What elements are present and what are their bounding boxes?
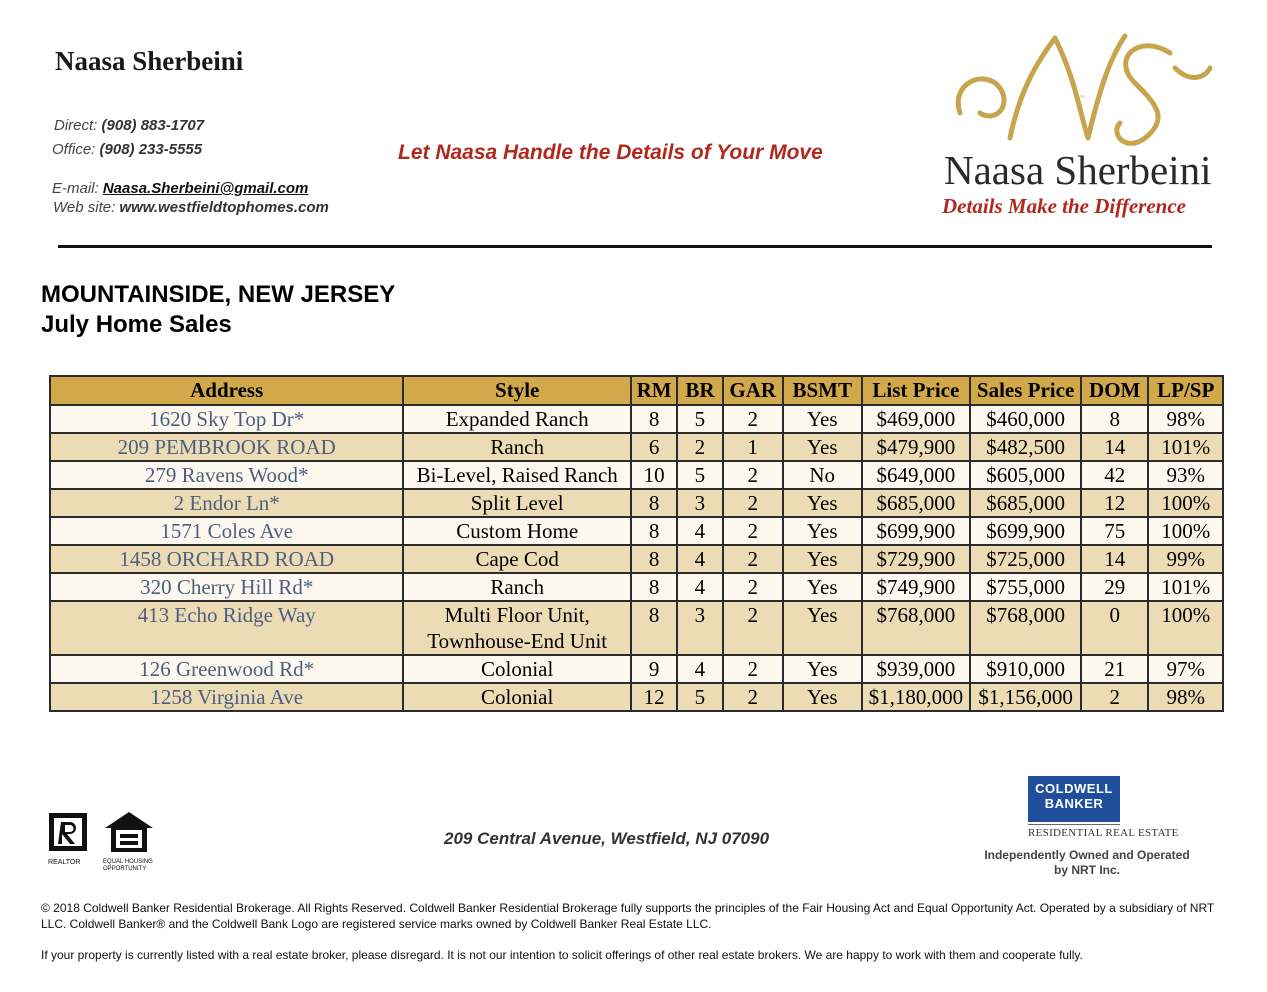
rm-cell: 6	[631, 433, 677, 461]
list-price-cell: $768,000	[862, 601, 971, 655]
gar-cell: 2	[723, 655, 783, 683]
gar-cell: 2	[723, 573, 783, 601]
email	[52, 180, 308, 197]
table-row	[50, 683, 1223, 711]
dom-cell: 8	[1081, 405, 1148, 433]
list-price-cell: $479,900	[862, 433, 971, 461]
rm-cell: 8	[631, 405, 677, 433]
style-cell: Ranch	[403, 433, 631, 461]
br-cell: 4	[677, 545, 722, 573]
table-row	[50, 573, 1223, 601]
rm-cell: 8	[631, 517, 677, 545]
column-header-bsmt: BSMT	[783, 376, 862, 405]
coldwell-banker-logo	[1028, 776, 1120, 822]
address-cell: 1258 Virginia Ave	[50, 683, 403, 711]
equal-housing-label: EQUAL HOUSING OPPORTUNITY	[103, 859, 153, 872]
lp-sp-cell: 100%	[1148, 489, 1223, 517]
rm-cell: 8	[631, 601, 677, 655]
gar-cell: 2	[723, 405, 783, 433]
address-cell: 2 Endor Ln*	[50, 489, 403, 517]
list-price-cell: $749,900	[862, 573, 971, 601]
address-cell: 209 PEMBROOK ROAD	[50, 433, 403, 461]
gar-cell: 2	[723, 461, 783, 489]
lp-sp-cell: 98%	[1148, 683, 1223, 711]
report-title: MOUNTAINSIDE, NEW JERSEY	[41, 281, 396, 308]
list-price-cell: $1,180,000	[862, 683, 971, 711]
style-cell: Expanded Ranch	[403, 405, 631, 433]
bsmt-cell: Yes	[783, 601, 862, 655]
column-header-lp-sp: LP/SP	[1148, 376, 1223, 405]
rm-cell: 8	[631, 489, 677, 517]
br-cell: 5	[677, 683, 722, 711]
table-row	[50, 489, 1223, 517]
column-header-style: Style	[403, 376, 631, 405]
report-subtitle: July Home Sales	[41, 311, 232, 338]
sales-price-cell: $755,000	[970, 573, 1081, 601]
style-cell: Ranch	[403, 573, 631, 601]
sales-price-cell: $1,156,000	[970, 683, 1081, 711]
br-cell: 5	[677, 405, 722, 433]
br-cell: 4	[677, 517, 722, 545]
column-header-gar: GAR	[723, 376, 783, 405]
home-sales-table	[49, 375, 1224, 712]
bsmt-cell: Yes	[783, 433, 862, 461]
list-price-cell: $699,900	[862, 517, 971, 545]
rm-cell: 10	[631, 461, 677, 489]
dom-cell: 21	[1081, 655, 1148, 683]
gar-cell: 2	[723, 545, 783, 573]
br-cell: 3	[677, 601, 722, 655]
bsmt-cell: Yes	[783, 573, 862, 601]
dom-cell: 12	[1081, 489, 1148, 517]
column-header-sales-price: Sales Price	[970, 376, 1081, 405]
realtor-logo	[48, 812, 88, 866]
web-link[interactable]: www.westfieldtophomes.com	[119, 199, 329, 216]
list-price-cell: $939,000	[862, 655, 971, 683]
bsmt-cell: Yes	[783, 405, 862, 433]
sales-price-cell: $725,000	[970, 545, 1081, 573]
rm-cell: 8	[631, 545, 677, 573]
sales-price-cell: $482,500	[970, 433, 1081, 461]
lp-sp-cell: 99%	[1148, 545, 1223, 573]
bsmt-cell: No	[783, 461, 862, 489]
br-cell: 4	[677, 573, 722, 601]
column-header-address: Address	[50, 376, 403, 405]
list-price-cell: $469,000	[862, 405, 971, 433]
gar-cell: 2	[723, 517, 783, 545]
dom-cell: 14	[1081, 433, 1148, 461]
sales-price-cell: $910,000	[970, 655, 1081, 683]
list-price-cell: $729,900	[862, 545, 971, 573]
address-cell: 126 Greenwood Rd*	[50, 655, 403, 683]
table-row	[50, 545, 1223, 573]
br-cell: 4	[677, 655, 722, 683]
realtor-icon	[48, 812, 88, 852]
address-cell: 279 Ravens Wood*	[50, 461, 403, 489]
web-label: Web site:	[53, 199, 116, 216]
realtor-label: REALTOR	[48, 859, 81, 866]
address-cell: 1620 Sky Top Dr*	[50, 405, 403, 433]
rm-cell: 9	[631, 655, 677, 683]
table-row	[50, 433, 1223, 461]
table-row	[50, 601, 1223, 655]
logo-name: Naasa Sherbeini	[944, 147, 1212, 193]
style-cell: Custom Home	[403, 517, 631, 545]
disclaimer-text: If your property is currently listed with a real estate broker, please disregard. It is not our intention to solicit offerings of other real estate brokers. We are happy to work with them and cooperate fully.	[41, 948, 1083, 962]
equal-housing-icon	[103, 810, 155, 854]
lp-sp-cell: 100%	[1148, 601, 1223, 655]
copyright-text: © 2018 Coldwell Banker Residential Brokerage. All Rights Reserved. Coldwell Banker Residential Brokerage fully supports the principles of the Fair Housing Act and Equal Opportunity Act. Operated by a subsidiary of NRT LLC. Coldwell Banker® and the Coldwell Bank Logo are registered service marks owned by Coldwell Banker Real Estate LLC.	[41, 901, 1215, 931]
style-cell: Bi-Level, Raised Ranch	[403, 461, 631, 489]
dom-cell: 2	[1081, 683, 1148, 711]
lp-sp-cell: 101%	[1148, 573, 1223, 601]
office-address: 209 Central Avenue, Westfield, NJ 07090	[444, 829, 770, 848]
direct-value[interactable]: (908) 883-1707	[101, 117, 205, 134]
column-header-br: BR	[677, 376, 722, 405]
lp-sp-cell: 97%	[1148, 655, 1223, 683]
rm-cell: 8	[631, 573, 677, 601]
column-header-dom: DOM	[1081, 376, 1148, 405]
bsmt-cell: Yes	[783, 655, 862, 683]
dom-cell: 29	[1081, 573, 1148, 601]
office-phone	[52, 141, 202, 158]
gar-cell: 2	[723, 601, 783, 655]
dom-cell: 42	[1081, 461, 1148, 489]
cb-logo-line2: BANKER	[1044, 796, 1104, 811]
table-row	[50, 461, 1223, 489]
cb-divider	[1028, 824, 1120, 825]
report-title-block	[41, 280, 395, 340]
sales-price-cell: $768,000	[970, 601, 1081, 655]
agent-name: Naasa Sherbeini	[55, 46, 244, 76]
br-cell: 3	[677, 489, 722, 517]
column-header-rm: RM	[631, 376, 677, 405]
equal-housing-logo	[103, 810, 155, 873]
sales-price-cell: $460,000	[970, 405, 1081, 433]
bsmt-cell: Yes	[783, 517, 862, 545]
email-label: E-mail:	[52, 180, 99, 197]
sales-price-cell: $699,900	[970, 517, 1081, 545]
address-cell: 320 Cherry Hill Rd*	[50, 573, 403, 601]
style-cell: Split Level	[403, 489, 631, 517]
monogram-text: NS	[1080, 94, 1086, 99]
bsmt-cell: Yes	[783, 489, 862, 517]
dom-cell: 75	[1081, 517, 1148, 545]
lp-sp-cell: 93%	[1148, 461, 1223, 489]
lp-sp-cell: 101%	[1148, 433, 1223, 461]
lp-sp-cell: 98%	[1148, 405, 1223, 433]
table-row	[50, 405, 1223, 433]
list-price-cell: $649,000	[862, 461, 971, 489]
address-cell: 1571 Coles Ave	[50, 517, 403, 545]
tagline: Let Naasa Handle the Details of Your Move	[398, 141, 823, 164]
cb-independent-label: Independently Owned and Operated by NRT Inc.	[984, 848, 1190, 877]
direct-label: Direct:	[54, 117, 98, 134]
bsmt-cell: Yes	[783, 683, 862, 711]
table-row	[50, 655, 1223, 683]
style-cell: Colonial	[403, 683, 631, 711]
table-header-row	[50, 376, 1223, 405]
column-header-list-price: List Price	[862, 376, 971, 405]
style-cell: Cape Cod	[403, 545, 631, 573]
list-price-cell: $685,000	[862, 489, 971, 517]
bsmt-cell: Yes	[783, 545, 862, 573]
style-cell: Multi Floor Unit, Townhouse-End Unit	[403, 601, 631, 655]
logo-tagline: Details Make the Difference	[942, 194, 1186, 218]
table-row	[50, 517, 1223, 545]
cb-residential-label: RESIDENTIAL REAL ESTATE	[1028, 827, 1179, 839]
style-cell: Colonial	[403, 655, 631, 683]
sales-price-cell: $685,000	[970, 489, 1081, 517]
dom-cell: 14	[1081, 545, 1148, 573]
br-cell: 2	[677, 433, 722, 461]
address-cell: 1458 ORCHARD ROAD	[50, 545, 403, 573]
website	[53, 199, 329, 216]
gar-cell: 1	[723, 433, 783, 461]
office-label: Office:	[52, 141, 96, 158]
lp-sp-cell: 100%	[1148, 517, 1223, 545]
gar-cell: 2	[723, 489, 783, 517]
office-value[interactable]: (908) 233-5555	[99, 141, 203, 158]
br-cell: 5	[677, 461, 722, 489]
gar-cell: 2	[723, 683, 783, 711]
sales-price-cell: $605,000	[970, 461, 1081, 489]
direct-phone	[54, 117, 204, 134]
address-cell: 413 Echo Ridge Way	[50, 601, 403, 655]
dom-cell: 0	[1081, 601, 1148, 655]
cb-logo-line1: COLDWELL	[1035, 781, 1113, 796]
header-divider	[58, 245, 1212, 248]
email-link[interactable]: Naasa.Sherbeini@gmail.com	[102, 180, 309, 197]
rm-cell: 12	[631, 683, 677, 711]
